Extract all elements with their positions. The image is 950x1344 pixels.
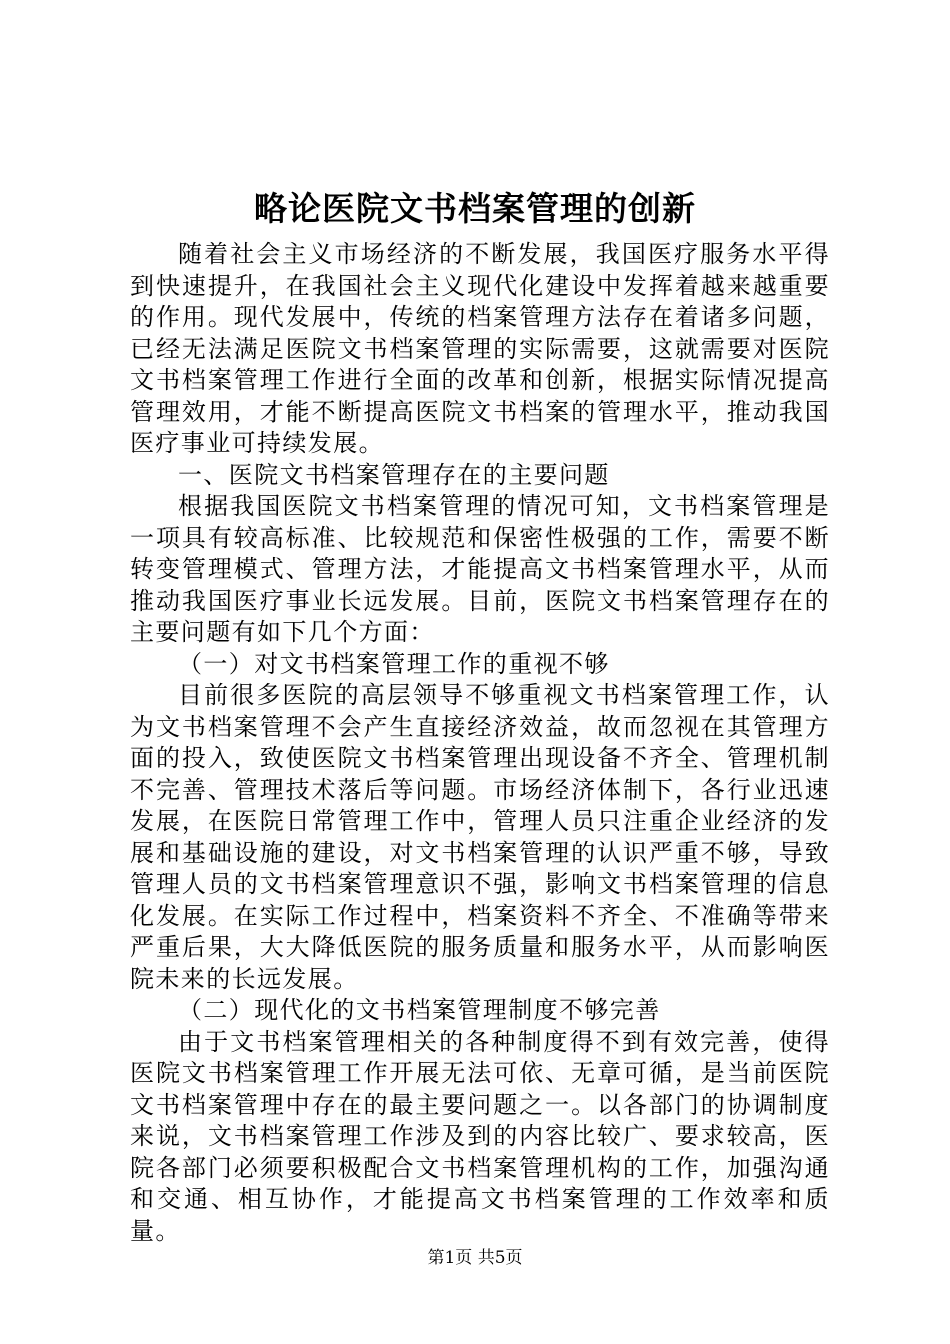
subsection-heading-1: （一）对文书档案管理工作的重视不够 <box>178 649 610 678</box>
document-title: 略论医院文书档案管理的创新 <box>254 189 696 228</box>
paragraph-intro: 随着社会主义市场经济的不断发展，我国医疗服务水平得到快速提升，在我国社会主义现代化建设中发挥着越来越重要的作用。现代发展中，传统的档案管理方法存在着诸多问题，已经无法满足医院文书档案管理的实际需要，这就需要对医院文书档案管理工作进行全面的改革和创新，根据实际情况提高管理效用，才能不断提高医院文书档案的管理水平，推动我国医疗事业可持续发展。 <box>130 240 830 457</box>
subsection-heading-2: （二）现代化的文书档案管理制度不够完善 <box>178 996 661 1024</box>
section-heading-1: 一、医院文书档案管理存在的主要问题 <box>178 460 610 489</box>
paragraph-imperfect-system: 由于文书档案管理相关的各种制度得不到有效完善，使得医院文书档案管理工作开展无法可依、无章可循，是当前医院文书档案管理中存在的最主要问题之一。以各部门的协调制度来说，文书档案管理工作涉及到的内容比较广、要求较高，医院各部门必须要积极配合文书档案管理机构的工作，加强沟通和交通、相互协作，才能提高文书档案管理的工作效率和质量。 <box>130 1027 830 1245</box>
page-number-footer: 第1页 共5页 <box>427 1248 523 1268</box>
document-body <box>130 239 830 1247</box>
paragraph-insufficient-attention: 目前很多医院的高层领导不够重视文书档案管理工作，认为文书档案管理不会产生直接经济效益，故而忽视在其管理方面的投入，致使医院文书档案管理出现设备不齐全、管理机制不完善、管理技术落后等问题。市场经济体制下，各行业迅速发展，在医院日常管理工作中，管理人员只注重企业经济的发展和基础设施的建设，对文书档案管理的认识严重不够，导致管理人员的文书档案管理意识不强，影响文书档案管理的信息化发展。在实际工作过程中，档案资料不齐全、不准确等带来严重后果，大大降低医院的服务质量和服务水平，从而影响医院未来的长远发展。 <box>130 681 830 993</box>
paragraph-problems-overview: 根据我国医院文书档案管理的情况可知，文书档案管理是一项具有较高标准、比较规范和保密性极强的工作，需要不断转变管理模式、管理方法，才能提高文书档案管理水平，从而推动我国医疗事业长远发展。目前，医院文书档案管理存在的主要问题有如下几个方面： <box>130 492 830 646</box>
